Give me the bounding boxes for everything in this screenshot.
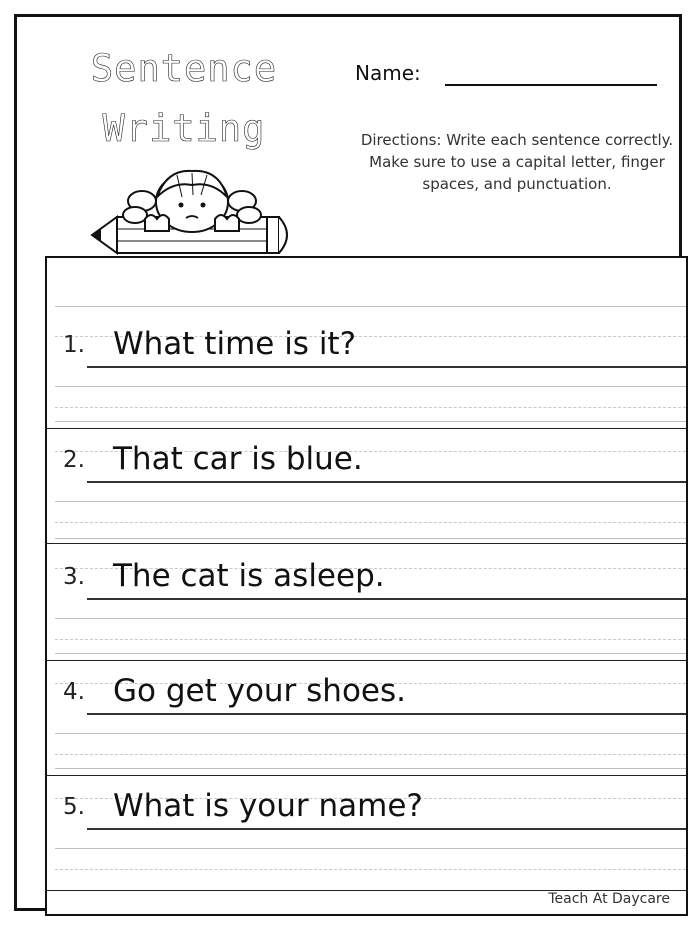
sentence-text: The cat is asleep.: [113, 558, 385, 594]
name-field-line[interactable]: [445, 84, 657, 86]
sentence-row-5: [47, 768, 686, 882]
sentence-number: 3.: [63, 564, 85, 590]
sentence-row-2: [47, 421, 686, 535]
sentence-number: 1.: [63, 332, 85, 358]
sentence-row-1: [47, 306, 686, 420]
sentence-number: 5.: [63, 794, 85, 820]
directions-text: Directions: Write each sentence correctly. Make sure to use a capital letter, finger spaces, and punctuation.: [360, 131, 674, 193]
title-line-2: Writing: [102, 107, 266, 150]
sentence-text: That car is blue.: [113, 441, 363, 477]
sentence-number: 2.: [63, 447, 85, 473]
sentence-number: 4.: [63, 679, 85, 705]
sentence-text: What time is it?: [113, 326, 357, 362]
name-label: Name:: [355, 61, 421, 85]
footer-credit: Teach At Daycare: [548, 891, 670, 907]
girl-holding-pencil-icon: [87, 167, 297, 262]
title-line-1: Sentence: [90, 47, 278, 90]
sentence-text: Go get your shoes.: [113, 673, 407, 709]
sentence-text: What is your name?: [113, 788, 423, 824]
sentence-row-4: [47, 653, 686, 767]
sentence-row-3: [47, 538, 686, 652]
worksheet-page: [14, 14, 682, 911]
writing-area: [45, 256, 688, 916]
